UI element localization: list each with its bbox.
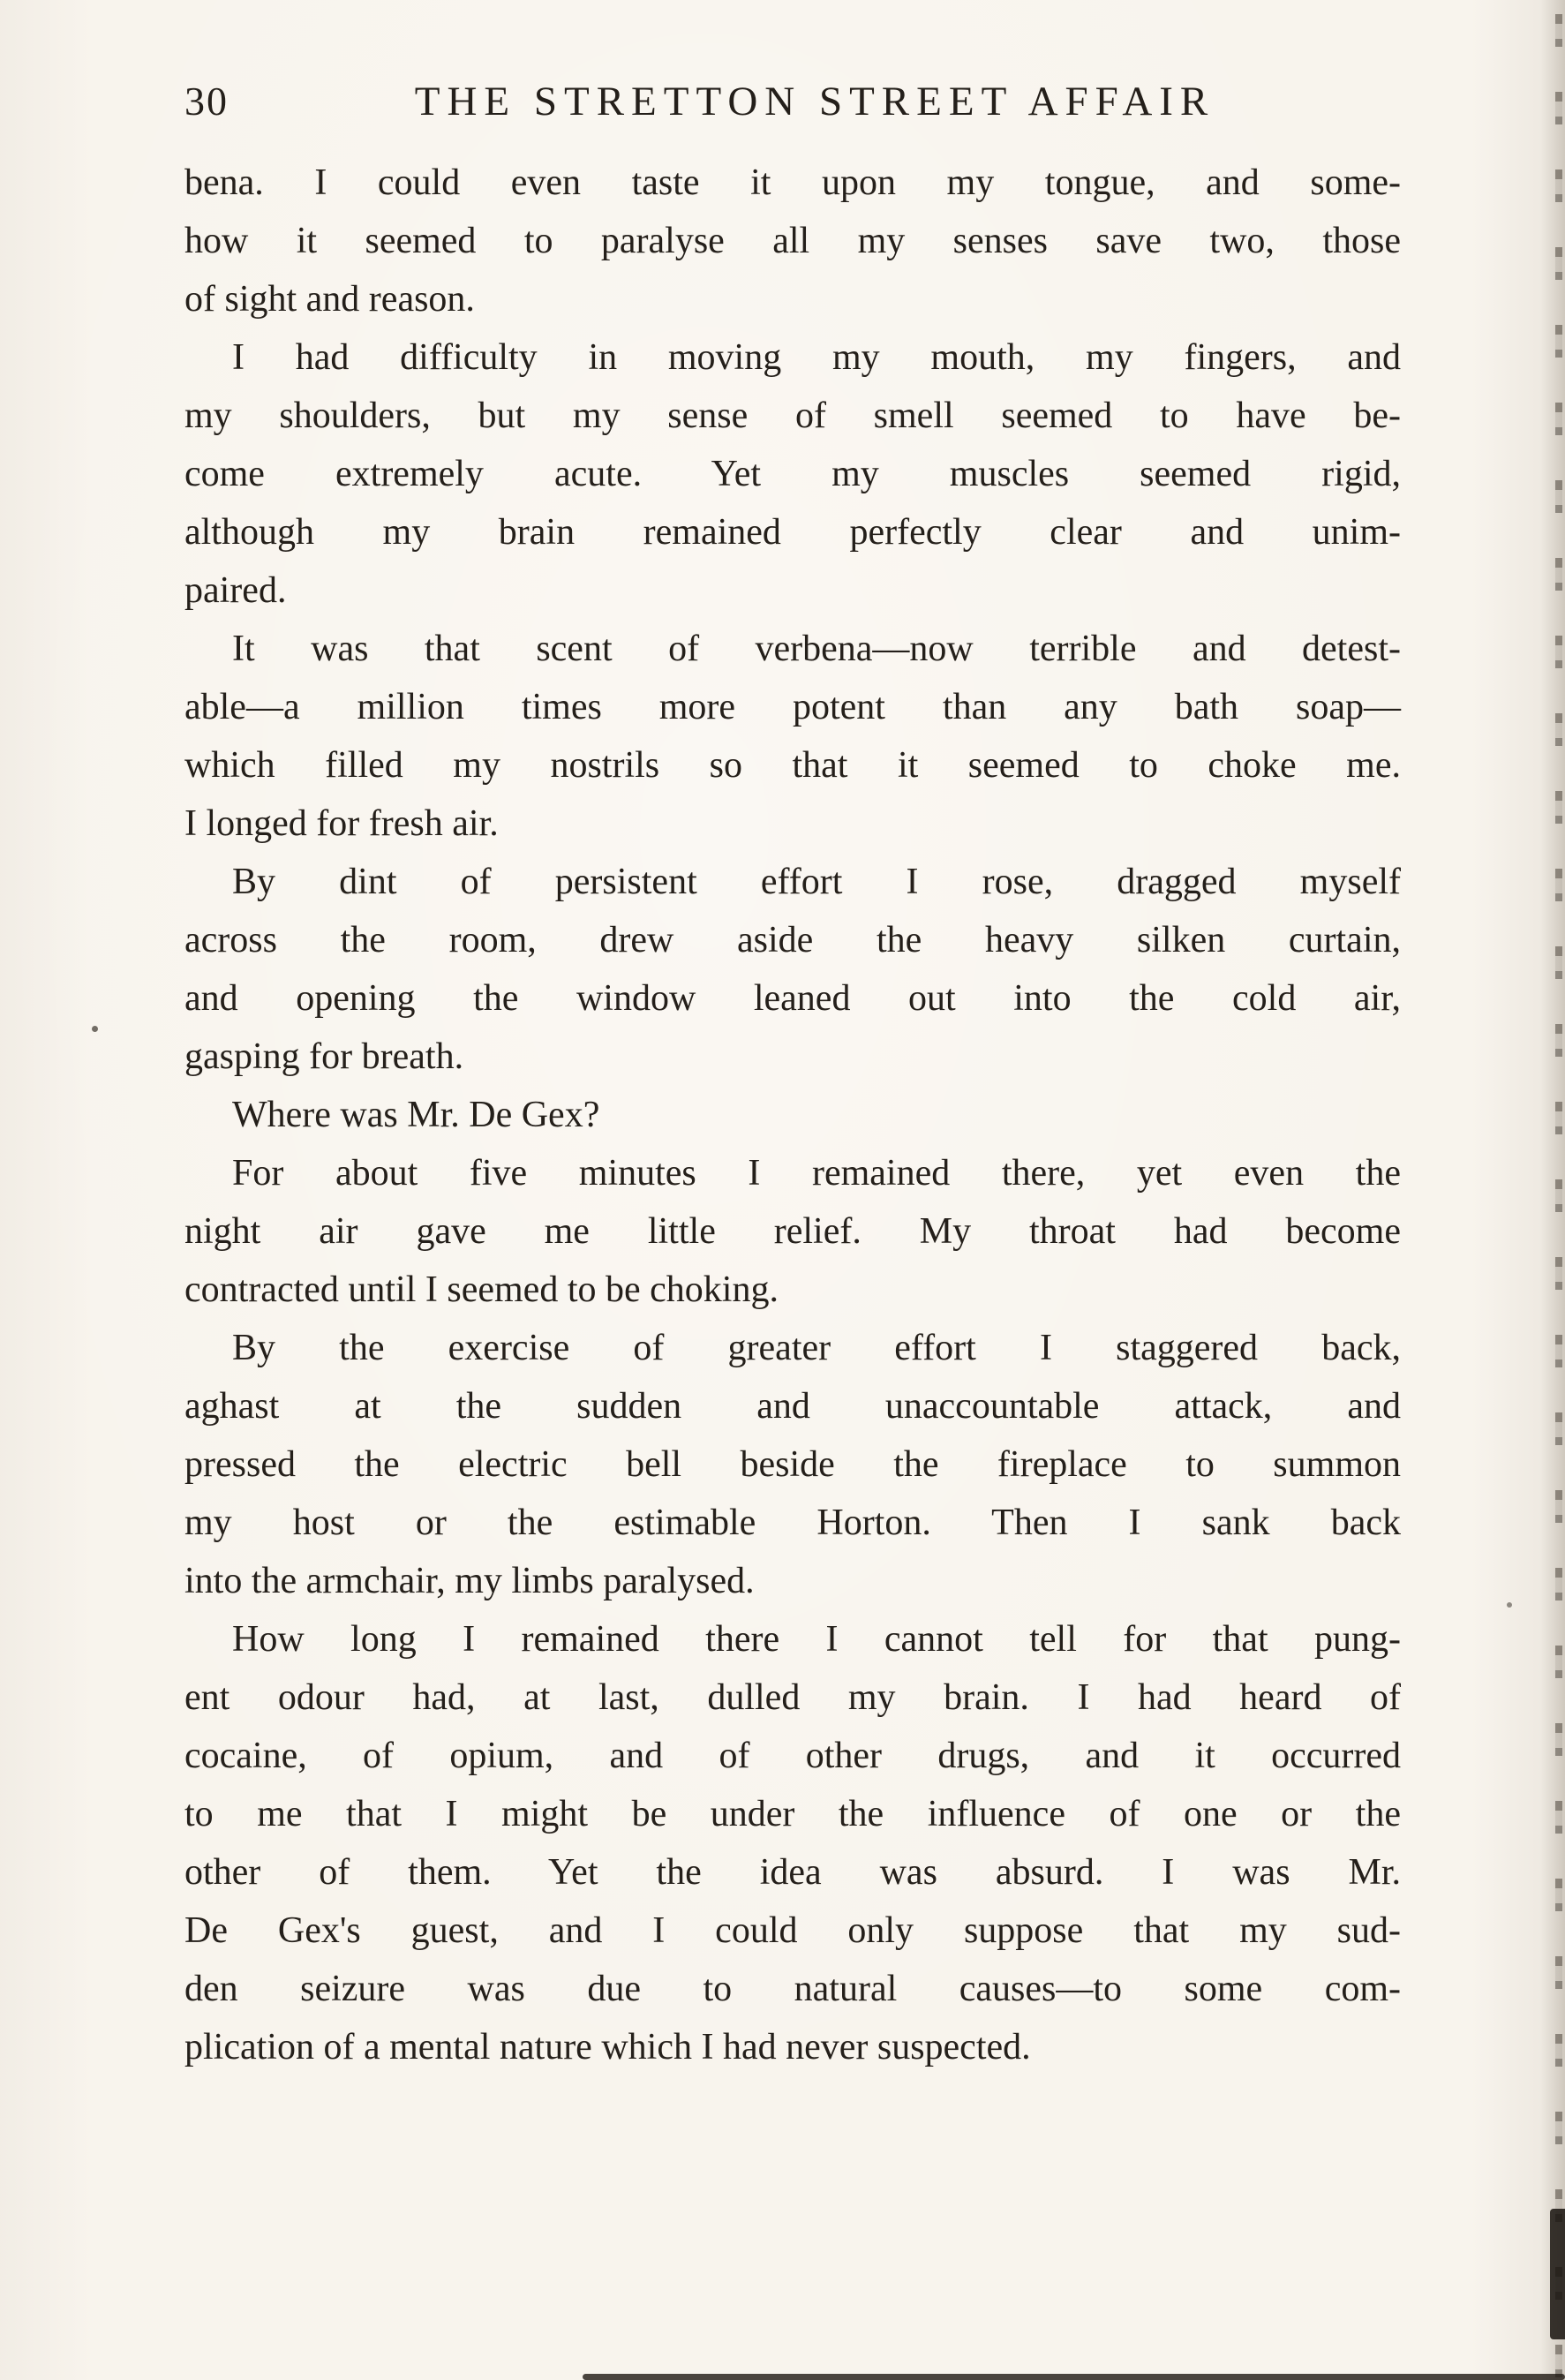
paragraph [184,154,1401,328]
text-line: of sight and reason. [184,279,475,320]
text-line: I longed for fresh air. [184,803,499,844]
paragraph [184,1144,1401,1319]
text-line: and opening the window leaned out into the cold air, [184,978,1401,1019]
text-line: contracted until I seemed to be choking. [184,1269,779,1310]
text-line: my shoulders, but my sense of smell seemed to have be- [184,395,1401,436]
text-line: plication of a mental nature which I had never suspected. [184,2027,1031,2067]
text-line: into the armchair, my limbs paralysed. [184,1561,755,1601]
text-line: How long I remained there I cannot tell for that pung- [232,1619,1401,1660]
paragraph [184,1610,1401,2076]
text-line: den seizure was due to natural causes—to some com- [184,1969,1401,2009]
text-line: Where was Mr. De Gex? [232,1095,600,1135]
text-line: which filled my nostrils so that it seemed to choke me. [184,745,1401,786]
text-line: It was that scent of verbena—now terrible and detest- [232,629,1401,669]
scan-artifact-bottom-line [583,2374,1565,2380]
paragraph [184,853,1401,1086]
page-body [184,154,1401,2076]
paragraph [184,1086,1401,1144]
scan-artifact-dot [1507,1602,1512,1608]
paragraph [184,328,1401,620]
text-line: I had difficulty in moving my mouth, my fingers, and [232,337,1401,378]
text-line: how it seemed to paralyse all my senses save two, those [184,221,1401,261]
scan-artifact-dot [92,1026,98,1032]
scan-artifact-corner-mark [1550,2209,1565,2339]
text-line: other of them. Yet the idea was absurd. I was Mr. [184,1852,1401,1893]
text-line: night air gave me little relief. My throat had become [184,1211,1401,1252]
running-title: THE STRETTON STREET AFFAIR [414,79,1215,124]
running-head [184,78,1401,125]
text-line: gasping for breath. [184,1036,464,1077]
text-line: able—a million times more potent than any bath soap— [184,687,1401,727]
text-line: By the exercise of greater effort I staggered back, [232,1328,1401,1368]
text-line: paired. [184,570,287,611]
text-line: For about five minutes I remained there, yet even the [232,1153,1401,1194]
text-line: cocaine, of opium, and of other drugs, and it occurred [184,1736,1401,1776]
text-line: ent odour had, at last, dulled my brain. I had heard of [184,1677,1401,1718]
text-line: pressed the electric bell beside the fireplace to summon [184,1444,1401,1485]
text-line: come extremely acute. Yet my muscles seemed rigid, [184,454,1401,494]
text-line: to me that I might be under the influence of one or the [184,1794,1401,1834]
paragraph [184,1319,1401,1610]
text-line: although my brain remained perfectly clear and unim- [184,512,1401,553]
text-line: De Gex's guest, and I could only suppose that my sud- [184,1910,1401,1951]
text-line: across the room, drew aside the heavy silken curtain, [184,920,1401,960]
text-line: my host or the estimable Horton. Then I sank back [184,1503,1401,1543]
scan-artifact-edge-noise [1555,0,1562,2380]
text-line: By dint of persistent effort I rose, dragged myself [232,862,1401,902]
text-line: aghast at the sudden and unaccountable attack, and [184,1386,1401,1427]
text-line: bena. I could even taste it upon my tongue, and some- [184,162,1401,203]
page-number: 30 [184,79,229,124]
paragraph [184,620,1401,853]
